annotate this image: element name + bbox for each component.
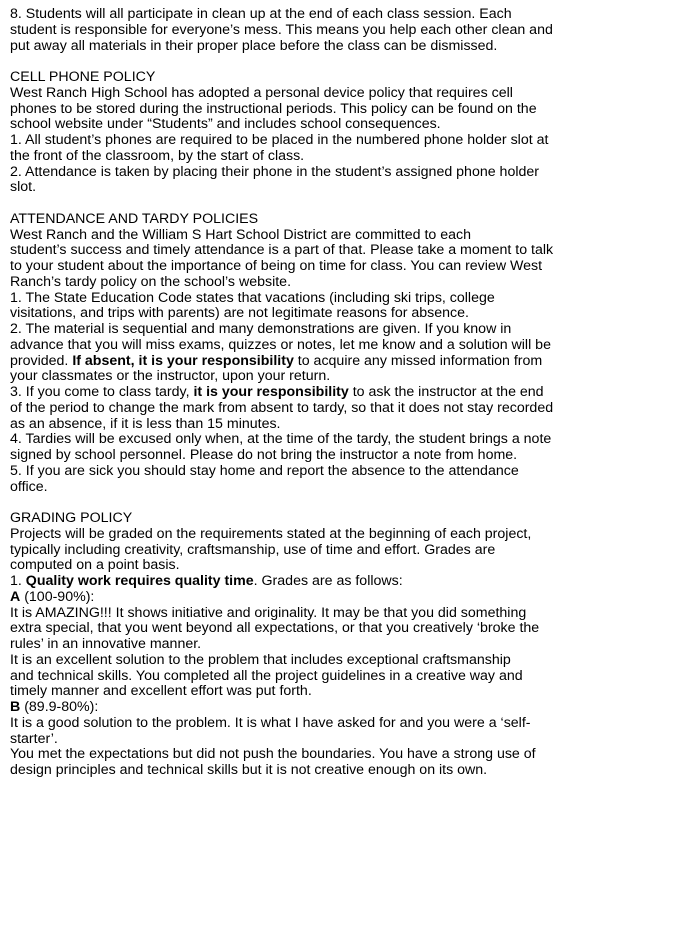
text-line: student’s success and timely attendance is a part of that. Please take a moment to talk (10, 242, 554, 259)
section-heading: GRADING POLICY (10, 510, 133, 526)
grade-letter: A (10, 588, 21, 605)
text-line: put away all materials in their proper place before the class can be dismissed. (10, 37, 498, 54)
text-line (10, 354, 670, 370)
text-line: timely manner and excellent effort was put forth. (10, 683, 312, 700)
text-line: slot. (10, 179, 37, 196)
text-line: visitations, and trips with parents) are not legitimate reasons for absence. (10, 305, 469, 322)
text-line: extra special, that you went beyond all expectations, or that you creatively ‘broke the (10, 620, 540, 637)
section-heading: CELL PHONE POLICY (10, 69, 156, 85)
text-run: to acquire any missed information from (293, 352, 543, 369)
text-line: 1. All student’s phones are required to be placed in the numbered phone holder slot at (10, 132, 549, 148)
text-line (10, 574, 670, 590)
text-run: . Grades are as follows: (253, 573, 403, 589)
text-line: 2. The material is sequential and many demonstrations are given. If you know in (10, 321, 512, 337)
document-page (10, 7, 670, 779)
text-line: student is responsible for everyone’s mess. This means you help each other clean and (10, 21, 553, 38)
spacer (10, 196, 670, 212)
text-line: phones to be stored during the instructional periods. This policy can be found on the (10, 100, 537, 117)
text-line: 1. The State Education Code states that vacations (including ski trips, college (10, 289, 495, 306)
text-line: starter’. (10, 730, 58, 747)
text-line: It is a good solution to the problem. It is what I have asked for and you were a ‘self- (10, 714, 531, 731)
text-line: You met the expectations but did not push the boundaries. You have a strong use of (10, 746, 536, 763)
text-run: to ask the instructor at the end (348, 384, 544, 400)
bold-emphasis: it is your responsibility (193, 384, 349, 400)
attendance-policy-section (10, 212, 670, 496)
spacer (10, 54, 670, 70)
grade-a-heading (10, 590, 670, 606)
text-line: 2. Attendance is taken by placing their phone in the student’s assigned phone holder (10, 163, 539, 180)
text-line: It is AMAZING!!! It shows initiative and originality. It may be that you did something (10, 604, 527, 621)
text-line: your classmates or the instructor, upon your return. (10, 368, 331, 385)
text-line: of the period to change the mark from absent to tardy, so that it does not stay recorded (10, 399, 554, 416)
text-line: computed on a point basis. (10, 557, 180, 574)
text-line: West Ranch High School has adopted a personal device policy that requires cell (10, 84, 513, 101)
bold-emphasis: Quality work requires quality time (25, 573, 254, 589)
text-line: office. (10, 478, 48, 495)
text-line: It is an excellent solution to the problem that includes exceptional craftsmanship (10, 651, 511, 668)
text-line: West Ranch and the William S Hart School District are committed to each (10, 226, 472, 243)
text-line: design principles and technical skills but it is not creative enough on its own. (10, 762, 488, 778)
grading-policy-section (10, 511, 670, 779)
text-line: 4. Tardies will be excused only when, at the time of the tardy, the student brings a note (10, 431, 552, 448)
text-line (10, 385, 670, 401)
text-run: 1. (10, 573, 26, 589)
text-run: provided. (10, 352, 73, 369)
text-line: typically including creativity, craftsmanship, use of time and effort. Grades are (10, 541, 496, 558)
grade-range: (100-90%): (20, 588, 95, 605)
text-line: as an absence, if it is less than 15 minutes. (10, 415, 281, 432)
bold-emphasis: If absent, it is your responsibility (72, 352, 294, 369)
text-line: Ranch’s tardy policy on the school’s website. (10, 273, 292, 290)
grade-range: (89.9-80%): (20, 699, 99, 715)
grade-letter: B (10, 699, 21, 715)
text-line: the front of the classroom, by the start of class. (10, 147, 305, 164)
text-line: 5. If you are sick you should stay home and report the absence to the attendance (10, 462, 519, 479)
spacer (10, 495, 670, 511)
text-line: school website under “Students” and includes school consequences. (10, 116, 441, 133)
cell-phone-policy-section (10, 70, 670, 196)
section-heading: ATTENDANCE AND TARDY POLICIES (10, 210, 259, 227)
grade-b-heading (10, 700, 670, 716)
text-line: 8. Students will all participate in clean up at the end of each class session. Each (10, 6, 512, 22)
text-run: 3. If you come to class tardy, (10, 384, 194, 400)
cleanup-rule (10, 7, 670, 54)
text-line: advance that you will miss exams, quizzes or notes, let me know and a solution will be (10, 336, 551, 353)
text-line: to your student about the importance of being on time for class. You can review West (10, 258, 543, 274)
text-line: and technical skills. You completed all the project guidelines in a creative way and (10, 667, 523, 684)
text-line: rules’ in an innovative manner. (10, 636, 202, 652)
text-line: signed by school personnel. Please do not bring the instructor a note from home. (10, 447, 518, 463)
text-line: Projects will be graded on the requirements stated at the beginning of each project, (10, 525, 532, 542)
